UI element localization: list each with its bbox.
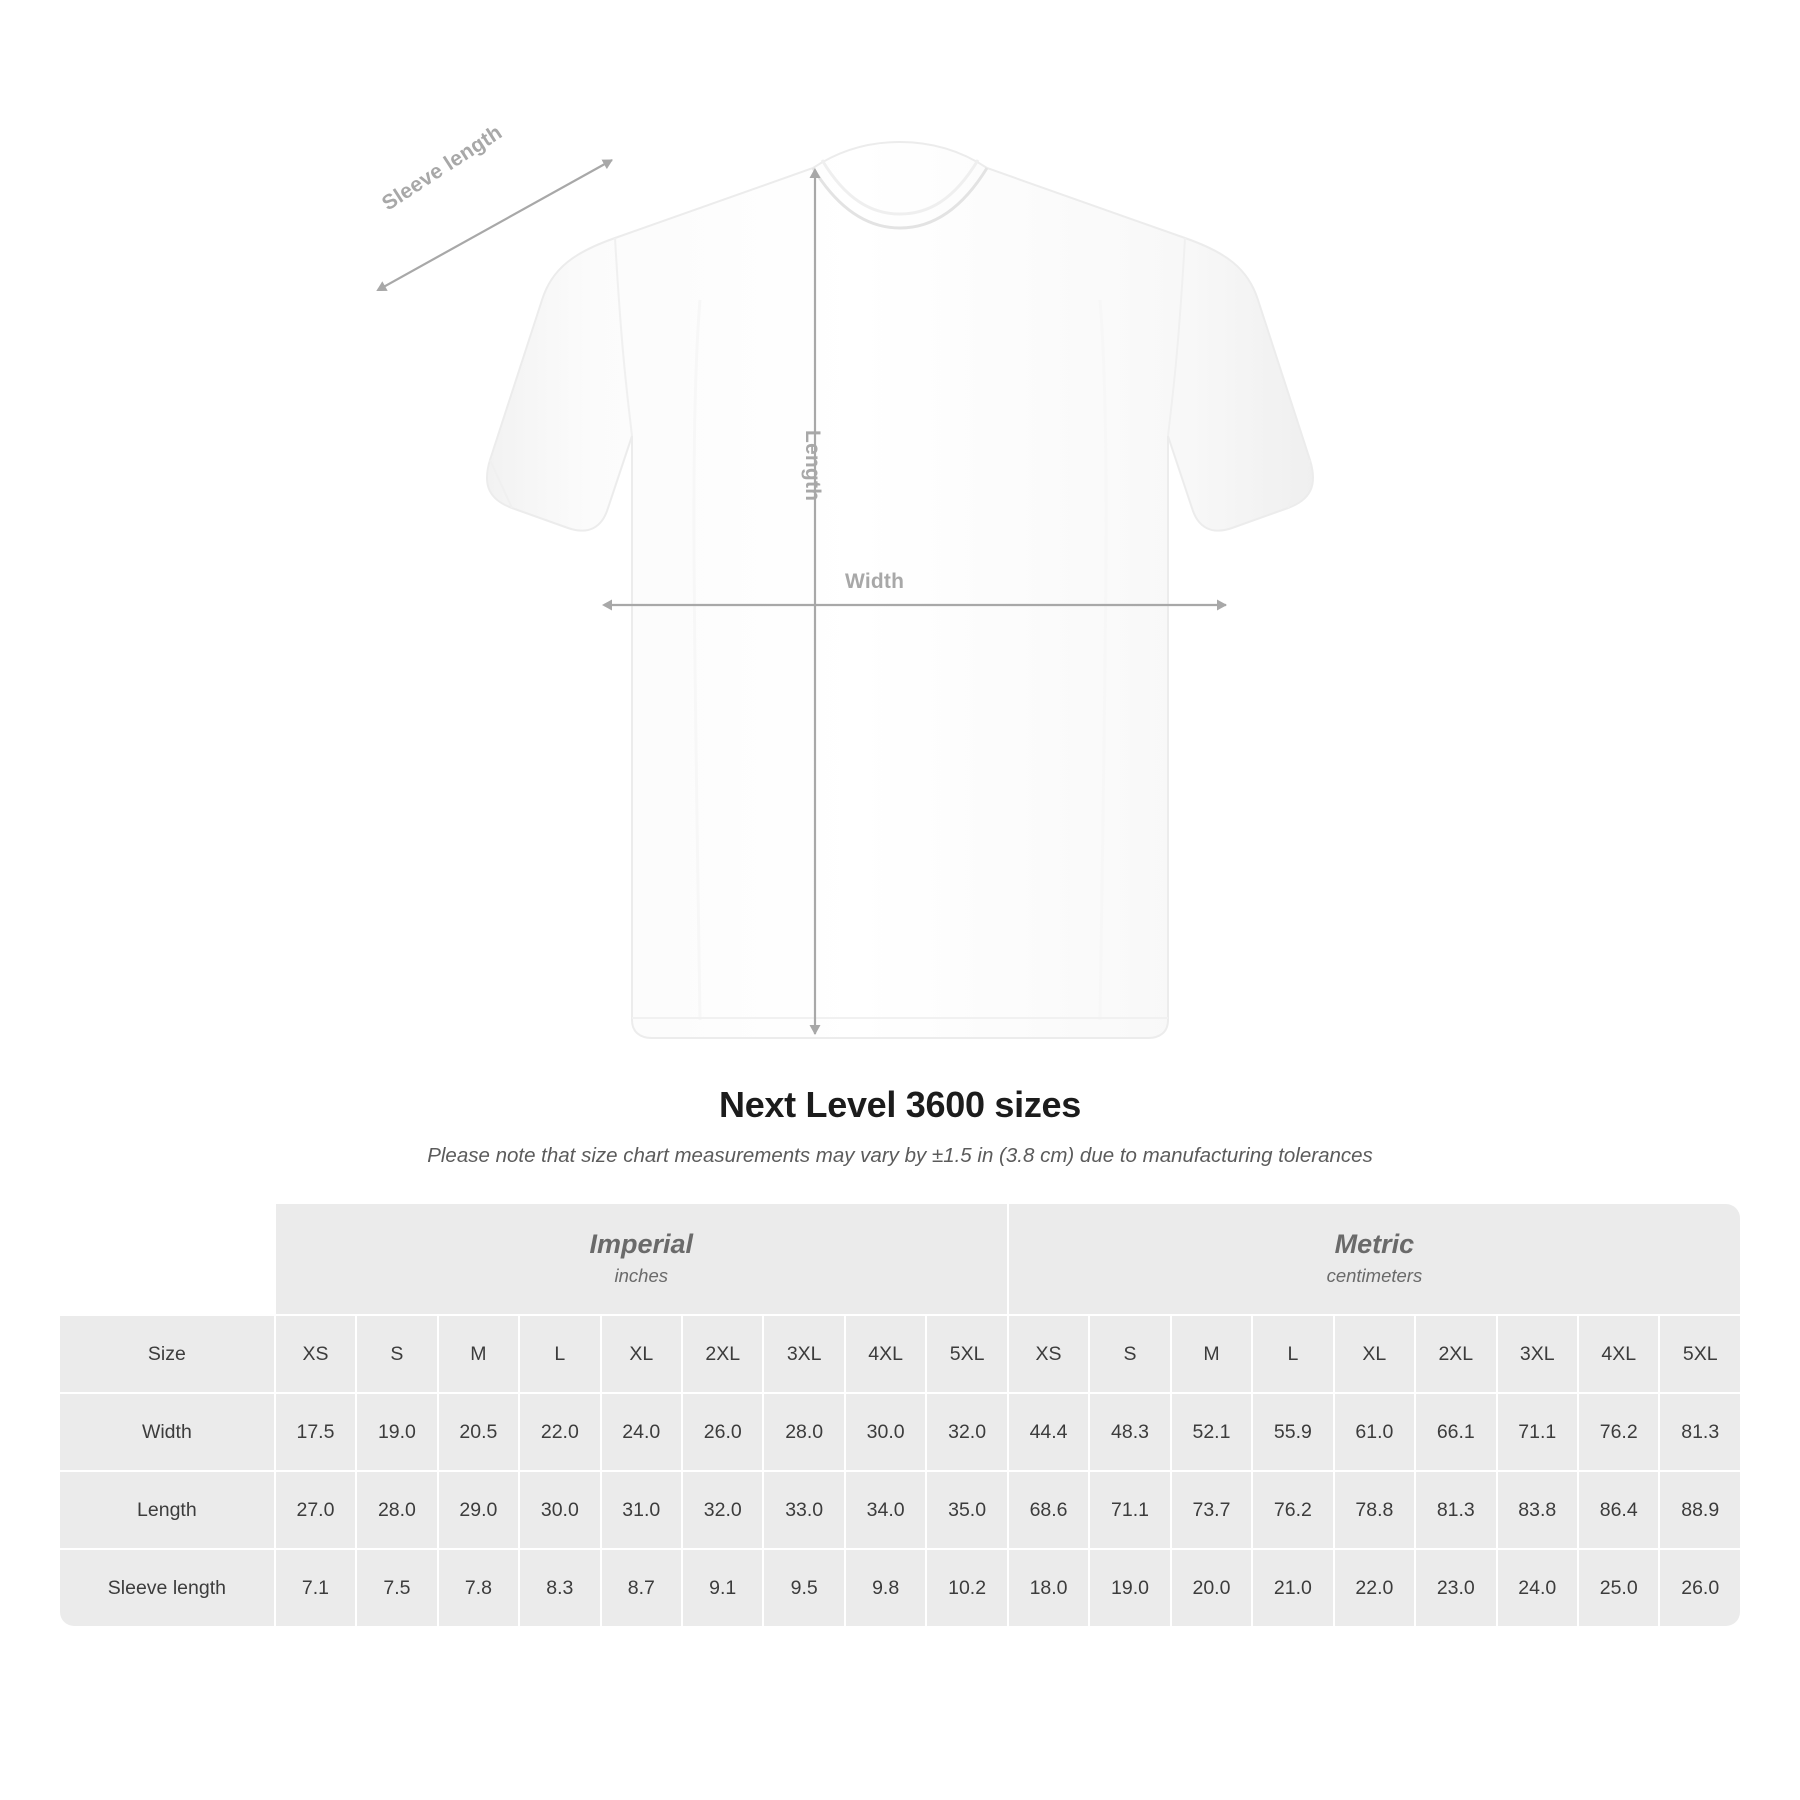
unit-imperial-name: Imperial — [589, 1229, 694, 1260]
size-table — [58, 1202, 1742, 1628]
corner-cell-top-left — [60, 1204, 274, 1314]
cell-sleeve-metric-5xl: 26.0 — [1660, 1550, 1740, 1626]
cell-sleeve-metric-m: 20.0 — [1172, 1550, 1251, 1626]
length-label: Length — [801, 430, 824, 502]
cell-sleeve-imperial-3xl: 9.5 — [764, 1550, 843, 1626]
title-block — [0, 1084, 1800, 1168]
cell-sleeve-imperial-xs: 7.1 — [276, 1550, 355, 1626]
unit-group-imperial — [276, 1204, 1007, 1314]
cell-sleeve-metric-4xl: 25.0 — [1579, 1550, 1658, 1626]
table-row — [60, 1472, 1740, 1548]
cell-sleeve-metric-l: 21.0 — [1253, 1550, 1332, 1626]
cell-length-metric-2xl: 81.3 — [1416, 1472, 1495, 1548]
cell-sleeve-imperial-4xl: 9.8 — [846, 1550, 925, 1626]
header-size-metric-s: S — [1090, 1316, 1169, 1392]
cell-length-metric-xs: 68.6 — [1009, 1472, 1088, 1548]
header-size-imperial-xs: XS — [276, 1316, 355, 1392]
cell-length-metric-s: 71.1 — [1090, 1472, 1169, 1548]
unit-metric-sub: centimeters — [1326, 1265, 1423, 1286]
cell-length-imperial-s: 28.0 — [357, 1472, 436, 1548]
cell-width-metric-5xl: 81.3 — [1660, 1394, 1740, 1470]
cell-sleeve-imperial-m: 7.8 — [439, 1550, 518, 1626]
cell-length-imperial-2xl: 32.0 — [683, 1472, 762, 1548]
row-label-sleeve-length: Sleeve length — [60, 1550, 274, 1626]
cell-sleeve-imperial-xl: 8.7 — [602, 1550, 681, 1626]
cell-width-metric-m: 52.1 — [1172, 1394, 1251, 1470]
header-size-imperial-s: S — [357, 1316, 436, 1392]
table-row — [60, 1550, 1740, 1626]
cell-length-metric-4xl: 86.4 — [1579, 1472, 1658, 1548]
cell-length-imperial-3xl: 33.0 — [764, 1472, 843, 1548]
unit-imperial-sub: inches — [614, 1265, 669, 1286]
header-size-metric-3xl: 3XL — [1498, 1316, 1577, 1392]
tolerance-note: Please note that size chart measurements may vary by ±1.5 in (3.8 cm) due to manufacturing tolerances — [427, 1144, 1373, 1167]
cell-sleeve-imperial-5xl: 10.2 — [927, 1550, 1006, 1626]
cell-length-metric-xl: 78.8 — [1335, 1472, 1414, 1548]
size-table-wrapper — [58, 1202, 1742, 1628]
cell-length-metric-m: 73.7 — [1172, 1472, 1251, 1548]
cell-width-metric-3xl: 71.1 — [1498, 1394, 1577, 1470]
unit-metric-name: Metric — [1334, 1229, 1415, 1260]
cell-sleeve-metric-xl: 22.0 — [1335, 1550, 1414, 1626]
size-header-row — [60, 1316, 1740, 1392]
cell-sleeve-metric-3xl: 24.0 — [1498, 1550, 1577, 1626]
cell-sleeve-imperial-l: 8.3 — [520, 1550, 599, 1626]
unit-group-metric — [1009, 1204, 1740, 1314]
cell-sleeve-metric-s: 19.0 — [1090, 1550, 1169, 1626]
width-label: Width — [845, 570, 905, 593]
header-size: Size — [60, 1316, 274, 1392]
header-size-metric-4xl: 4XL — [1579, 1316, 1658, 1392]
cell-length-metric-3xl: 83.8 — [1498, 1472, 1577, 1548]
header-size-imperial-3xl: 3XL — [764, 1316, 843, 1392]
header-size-imperial-4xl: 4XL — [846, 1316, 925, 1392]
header-size-imperial-l: L — [520, 1316, 599, 1392]
cell-length-imperial-4xl: 34.0 — [846, 1472, 925, 1548]
header-size-metric-5xl: 5XL — [1660, 1316, 1740, 1392]
cell-width-imperial-s: 19.0 — [357, 1394, 436, 1470]
cell-width-metric-4xl: 76.2 — [1579, 1394, 1658, 1470]
cell-sleeve-metric-xs: 18.0 — [1009, 1550, 1088, 1626]
cell-width-metric-xl: 61.0 — [1335, 1394, 1414, 1470]
cell-width-metric-l: 55.9 — [1253, 1394, 1332, 1470]
cell-width-metric-s: 48.3 — [1090, 1394, 1169, 1470]
cell-width-imperial-xl: 24.0 — [602, 1394, 681, 1470]
cell-length-imperial-m: 29.0 — [439, 1472, 518, 1548]
cell-sleeve-imperial-2xl: 9.1 — [683, 1550, 762, 1626]
header-size-imperial-5xl: 5XL — [927, 1316, 1006, 1392]
header-size-metric-2xl: 2XL — [1416, 1316, 1495, 1392]
cell-length-imperial-xl: 31.0 — [602, 1472, 681, 1548]
cell-width-imperial-l: 22.0 — [520, 1394, 599, 1470]
cell-width-imperial-5xl: 32.0 — [927, 1394, 1006, 1470]
cell-width-metric-2xl: 66.1 — [1416, 1394, 1495, 1470]
header-size-metric-xl: XL — [1335, 1316, 1414, 1392]
header-size-metric-l: L — [1253, 1316, 1332, 1392]
unit-header-row — [60, 1204, 1740, 1314]
row-label-length: Length — [60, 1472, 274, 1548]
cell-width-imperial-xs: 17.5 — [276, 1394, 355, 1470]
header-size-metric-xs: XS — [1009, 1316, 1088, 1392]
sleeve-length-label: Sleeve length — [378, 120, 507, 216]
cell-width-imperial-m: 20.5 — [439, 1394, 518, 1470]
cell-width-imperial-4xl: 30.0 — [846, 1394, 925, 1470]
cell-length-metric-l: 76.2 — [1253, 1472, 1332, 1548]
header-size-imperial-m: M — [439, 1316, 518, 1392]
header-size-imperial-2xl: 2XL — [683, 1316, 762, 1392]
cell-sleeve-metric-2xl: 23.0 — [1416, 1550, 1495, 1626]
header-size-imperial-xl: XL — [602, 1316, 681, 1392]
cell-length-imperial-l: 30.0 — [520, 1472, 599, 1548]
cell-width-imperial-2xl: 26.0 — [683, 1394, 762, 1470]
cell-sleeve-imperial-s: 7.5 — [357, 1550, 436, 1626]
page-title: Next Level 3600 sizes — [719, 1084, 1081, 1125]
cell-width-imperial-3xl: 28.0 — [764, 1394, 843, 1470]
row-label-width: Width — [60, 1394, 274, 1470]
cell-length-metric-5xl: 88.9 — [1660, 1472, 1740, 1548]
cell-width-metric-xs: 44.4 — [1009, 1394, 1088, 1470]
table-row — [60, 1394, 1740, 1470]
cell-length-imperial-5xl: 35.0 — [927, 1472, 1006, 1548]
header-size-metric-m: M — [1172, 1316, 1251, 1392]
cell-length-imperial-xs: 27.0 — [276, 1472, 355, 1548]
